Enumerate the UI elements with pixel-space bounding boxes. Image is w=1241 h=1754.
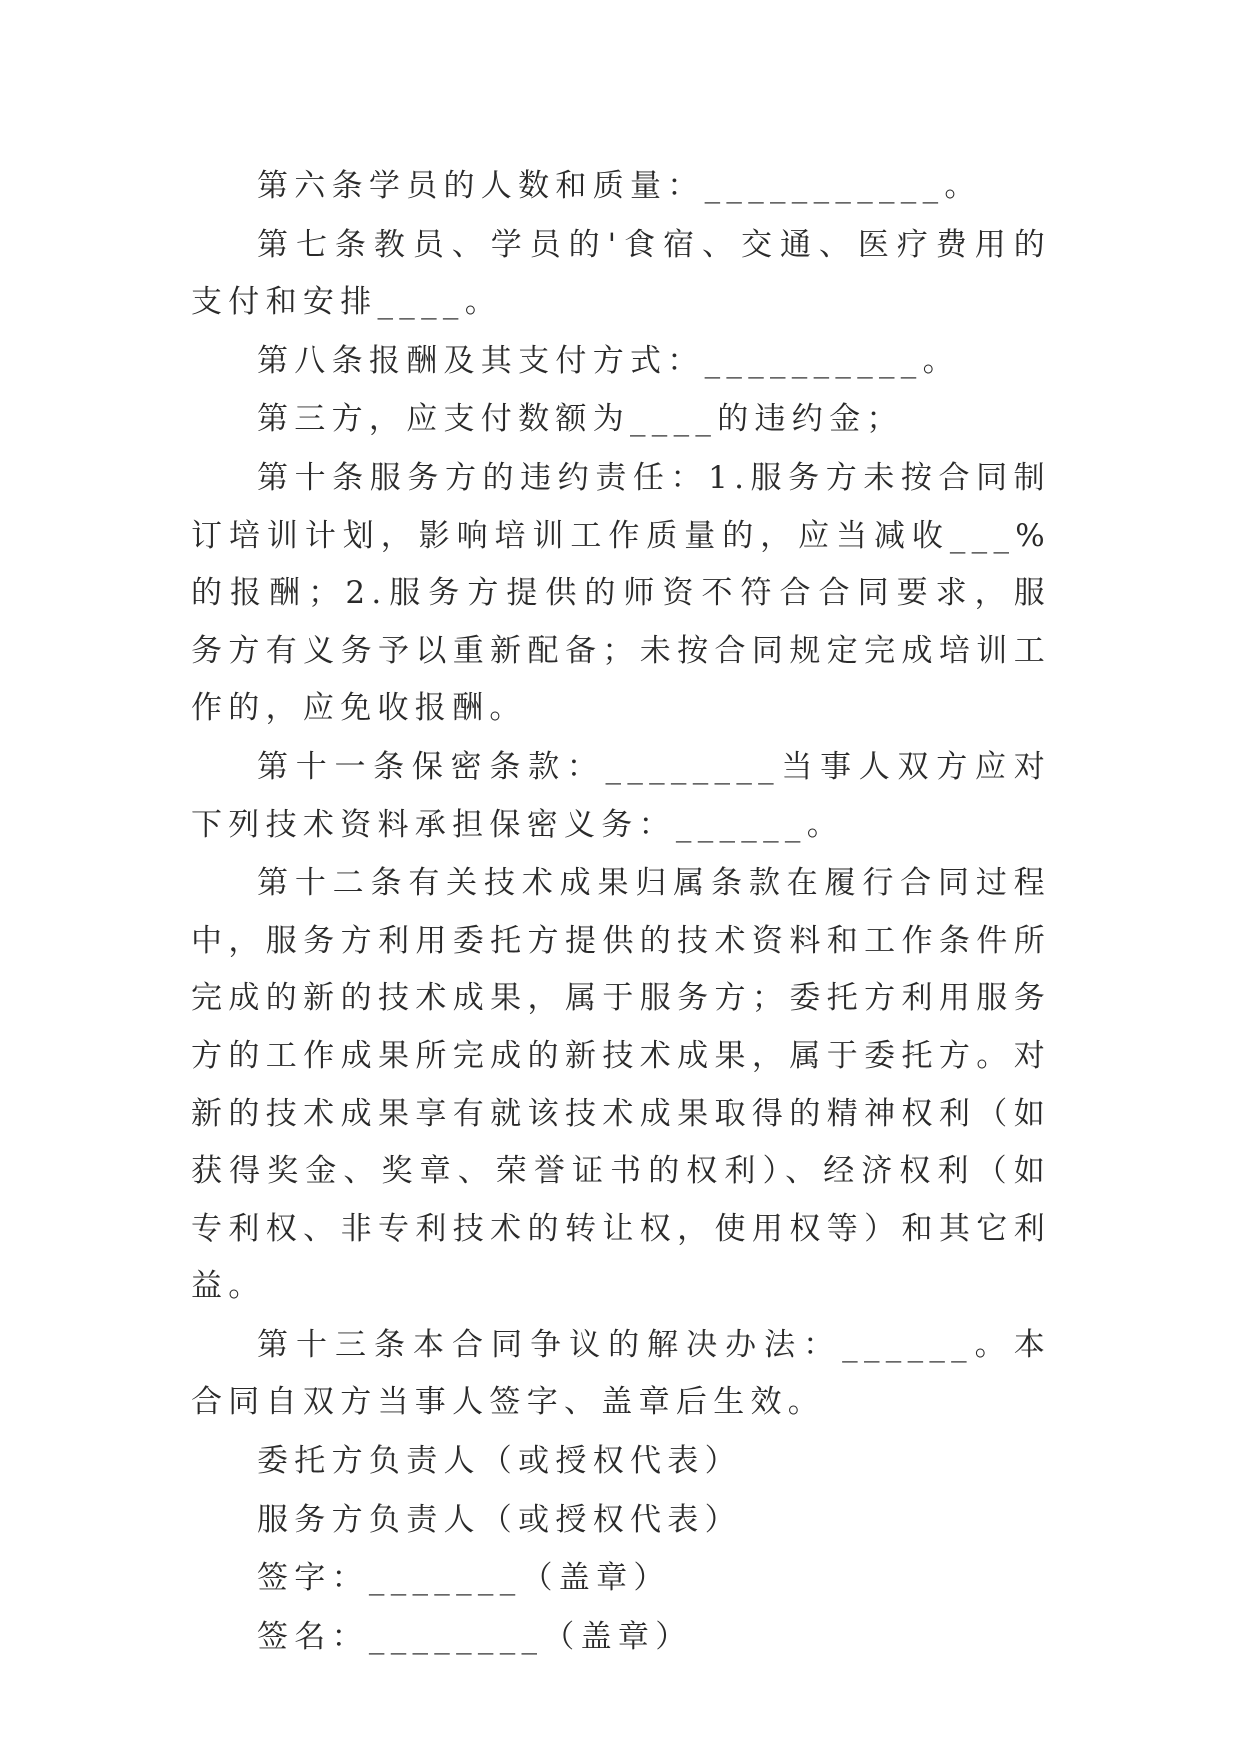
service-representative-line: 服务方负责人（或授权代表） [257,1501,742,1538]
clause-6: 第六条学员的人数和质量：___________。 [257,168,982,204]
clause-13: 第十三条本合同争议的解决办法：______。本合同自双方当事人签字、盖章后生效。 [191,1326,1051,1421]
signature-line: 签字：_______（盖章） [257,1560,671,1597]
document-page [191,158,1051,1667]
clause-10: 第十条服务方的违约责任：1.服务方未按合同制订培训计划，影响培训工作质量的，应当减收___%的报酬；2.服务方提供的师资不符合合同要求，服务方有义务予以重新配备；未按合同规定完成培训工作的，应免收报酬。 [191,459,1051,727]
clause-7: 第七条教员、学员的'食宿、交通、医疗费用的支付和安排____。 [191,226,1051,321]
client-representative-line: 委托方负责人（或授权代表） [257,1443,742,1480]
clause-11: 第十一条保密条款：________当事人双方应对下列技术资料承担保密义务：______。 [191,748,1051,843]
sign-name-line: 签名：________（盖章） [257,1618,693,1655]
clause-8: 第八条报酬及其支付方式：__________。 [257,342,960,379]
clause-third-party: 第三方，应支付数额为____的违约金； [257,401,904,438]
clause-12: 第十二条有关技术成果归属条款在履行合同过程中，服务方利用委托方提供的技术资料和工作条件所完成的新的技术成果，属于服务方；委托方利用服务方的工作成果所完成的新技术成果，属于委托方。对新的技术成果享有就该技术成果取得的精神权利（如获得奖金、奖章、荣誉证书的权利）、经济权利（如专利权、非专利技术的转让权，使用权等）和其它利益。 [191,865,1051,1305]
